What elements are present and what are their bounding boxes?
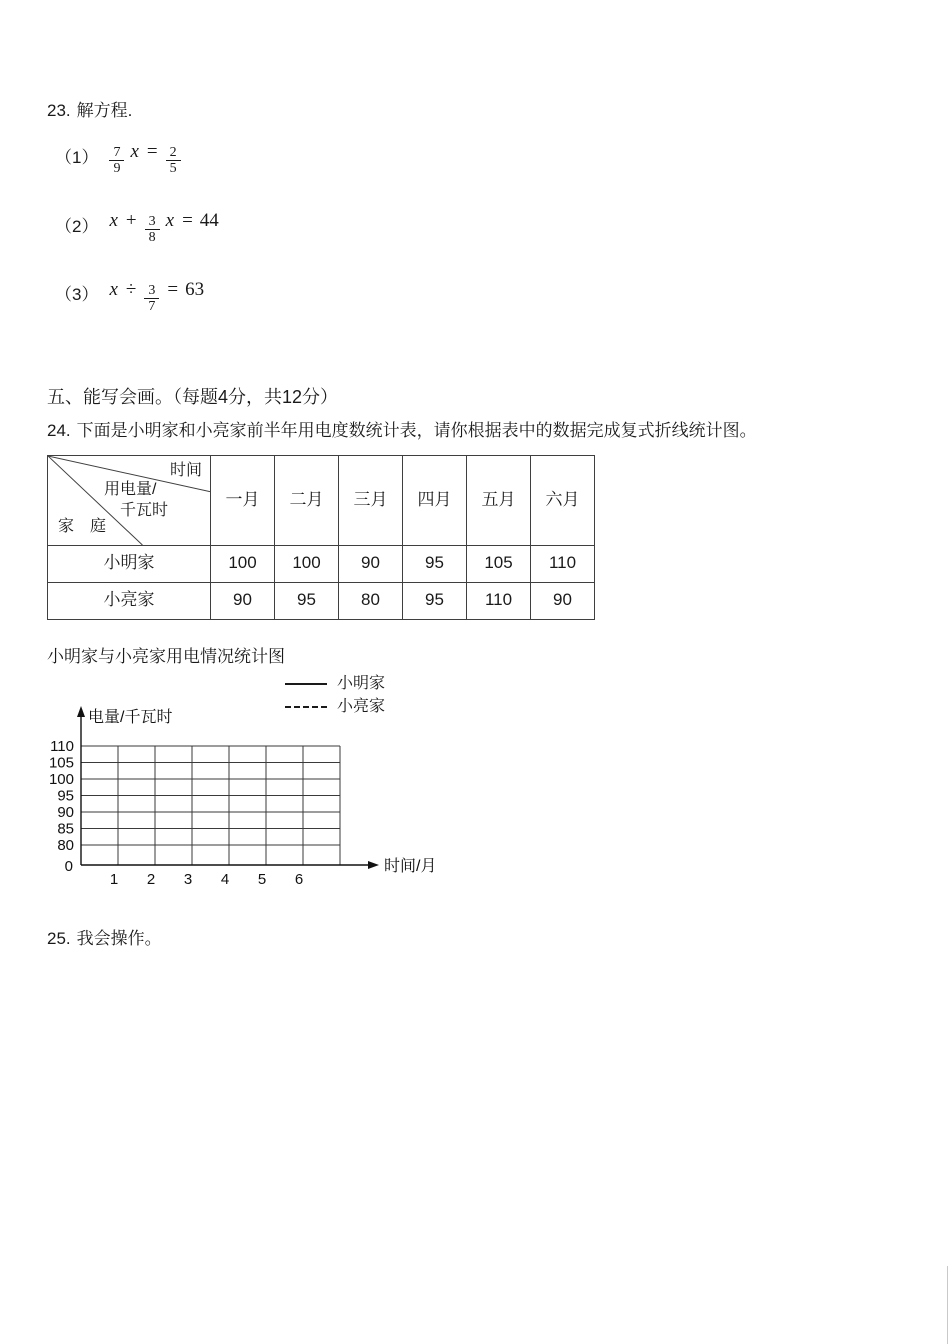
fraction: $\frac{3}{8}$ [145,214,160,246]
equation-3-body [106,277,206,316]
svg-text:80: 80 [57,837,74,855]
table-row-xiaoliang [48,582,595,619]
row-header-xiaoming: 小明家 [48,545,211,582]
equation-2-body [106,208,220,247]
cell-value: 90 [531,582,595,619]
corner-label-time: 时间 [169,461,202,479]
fraction: $\frac{7}{9}$ [109,145,124,177]
equation-3-label: （3） [55,285,99,305]
cell-value: 95 [403,545,467,582]
svg-text:100: 100 [48,771,74,789]
equation-1-label: （1） [55,147,99,167]
question-25-number: 25. [47,929,71,949]
question-24-number: 24. [47,420,71,440]
legend-item-xiaoming [285,672,385,695]
legend-label-xiaoming: 小明家 [337,675,386,693]
scan-artifact-line [947,1266,948,1344]
math-number: 44 [199,209,219,231]
row-header-xiaoliang: 小亮家 [48,582,211,619]
solid-line-icon [285,683,327,685]
chart-caption: 小明家与小亮家用电情况统计图 [47,646,285,666]
svg-text:110: 110 [50,738,74,756]
legend-label-xiaoliang: 小亮家 [337,698,386,716]
svg-text:时间/月: 时间/月 [384,858,437,876]
section-5-heading: 五、能写会画。（每题4分，共12分） [47,387,339,408]
column-header-month-6: 六月 [531,455,595,545]
math-variable: x [109,209,118,231]
svg-text:6: 6 [294,871,304,889]
equation-3 [55,277,910,316]
math-variable: x [109,278,118,300]
cell-value: 90 [211,582,275,619]
cell-value: 100 [211,545,275,582]
math-variable: x [130,140,139,162]
chart-canvas [47,700,457,892]
electricity-table [47,455,595,620]
table-header-row [48,455,595,545]
column-header-month-4: 四月 [403,455,467,545]
math-operator: = [182,209,193,231]
cell-value: 95 [275,582,339,619]
math-operator: = [167,278,179,300]
question-24-text: 下面是小明家和小亮家前半年用电度数统计表，请你根据表中的数据完成复式折线统计图。 [76,420,757,440]
corner-label-family: 家 庭 [58,517,107,535]
cell-value: 95 [403,582,467,619]
math-operator: = [146,140,158,162]
math-operator: ÷ [125,278,137,300]
svg-text:0: 0 [64,858,73,876]
column-header-month-3: 三月 [339,455,403,545]
column-header-month-1: 一月 [211,455,275,545]
svg-text:4: 4 [220,871,230,889]
equation-2-label: （2） [55,216,99,236]
question-24-heading [47,420,910,443]
column-header-month-2: 二月 [275,455,339,545]
question-23-title: 解方程. [76,101,133,120]
cell-value: 80 [339,582,403,619]
svg-text:90: 90 [57,804,74,822]
line-chart-block [47,670,910,898]
svg-text:105: 105 [48,754,74,772]
svg-text:95: 95 [57,787,74,805]
svg-text:3: 3 [183,871,193,889]
question-23-heading [47,100,910,123]
cell-value: 105 [467,545,531,582]
question-25-heading [47,928,910,951]
math-number: 63 [185,278,205,300]
equation-1-body [106,139,183,178]
cell-value: 100 [275,545,339,582]
svg-text:电量/千瓦时: 电量/千瓦时 [88,709,173,727]
cell-value: 110 [531,545,595,582]
svg-text:2: 2 [146,871,156,889]
corner-label-usage-2: 千瓦时 [120,501,169,519]
math-variable: x [165,209,175,231]
fraction: $\frac{2}{5}$ [166,145,181,177]
question-23-number: 23. [47,101,71,120]
column-header-month-5: 五月 [467,455,531,545]
equation-2 [55,208,910,247]
math-operator: + [125,209,137,231]
svg-text:1: 1 [109,871,119,889]
fraction: $\frac{3}{7}$ [144,283,159,315]
table-row-xiaoming [48,545,595,582]
svg-text:5: 5 [257,871,267,889]
cell-value: 110 [467,582,531,619]
svg-text:85: 85 [57,820,74,838]
cell-value: 90 [339,545,403,582]
table-corner-cell [48,455,211,545]
equation-1 [55,139,910,178]
question-25-text: 我会操作。 [76,929,162,949]
corner-label-usage-1: 用电量/ [104,480,157,498]
